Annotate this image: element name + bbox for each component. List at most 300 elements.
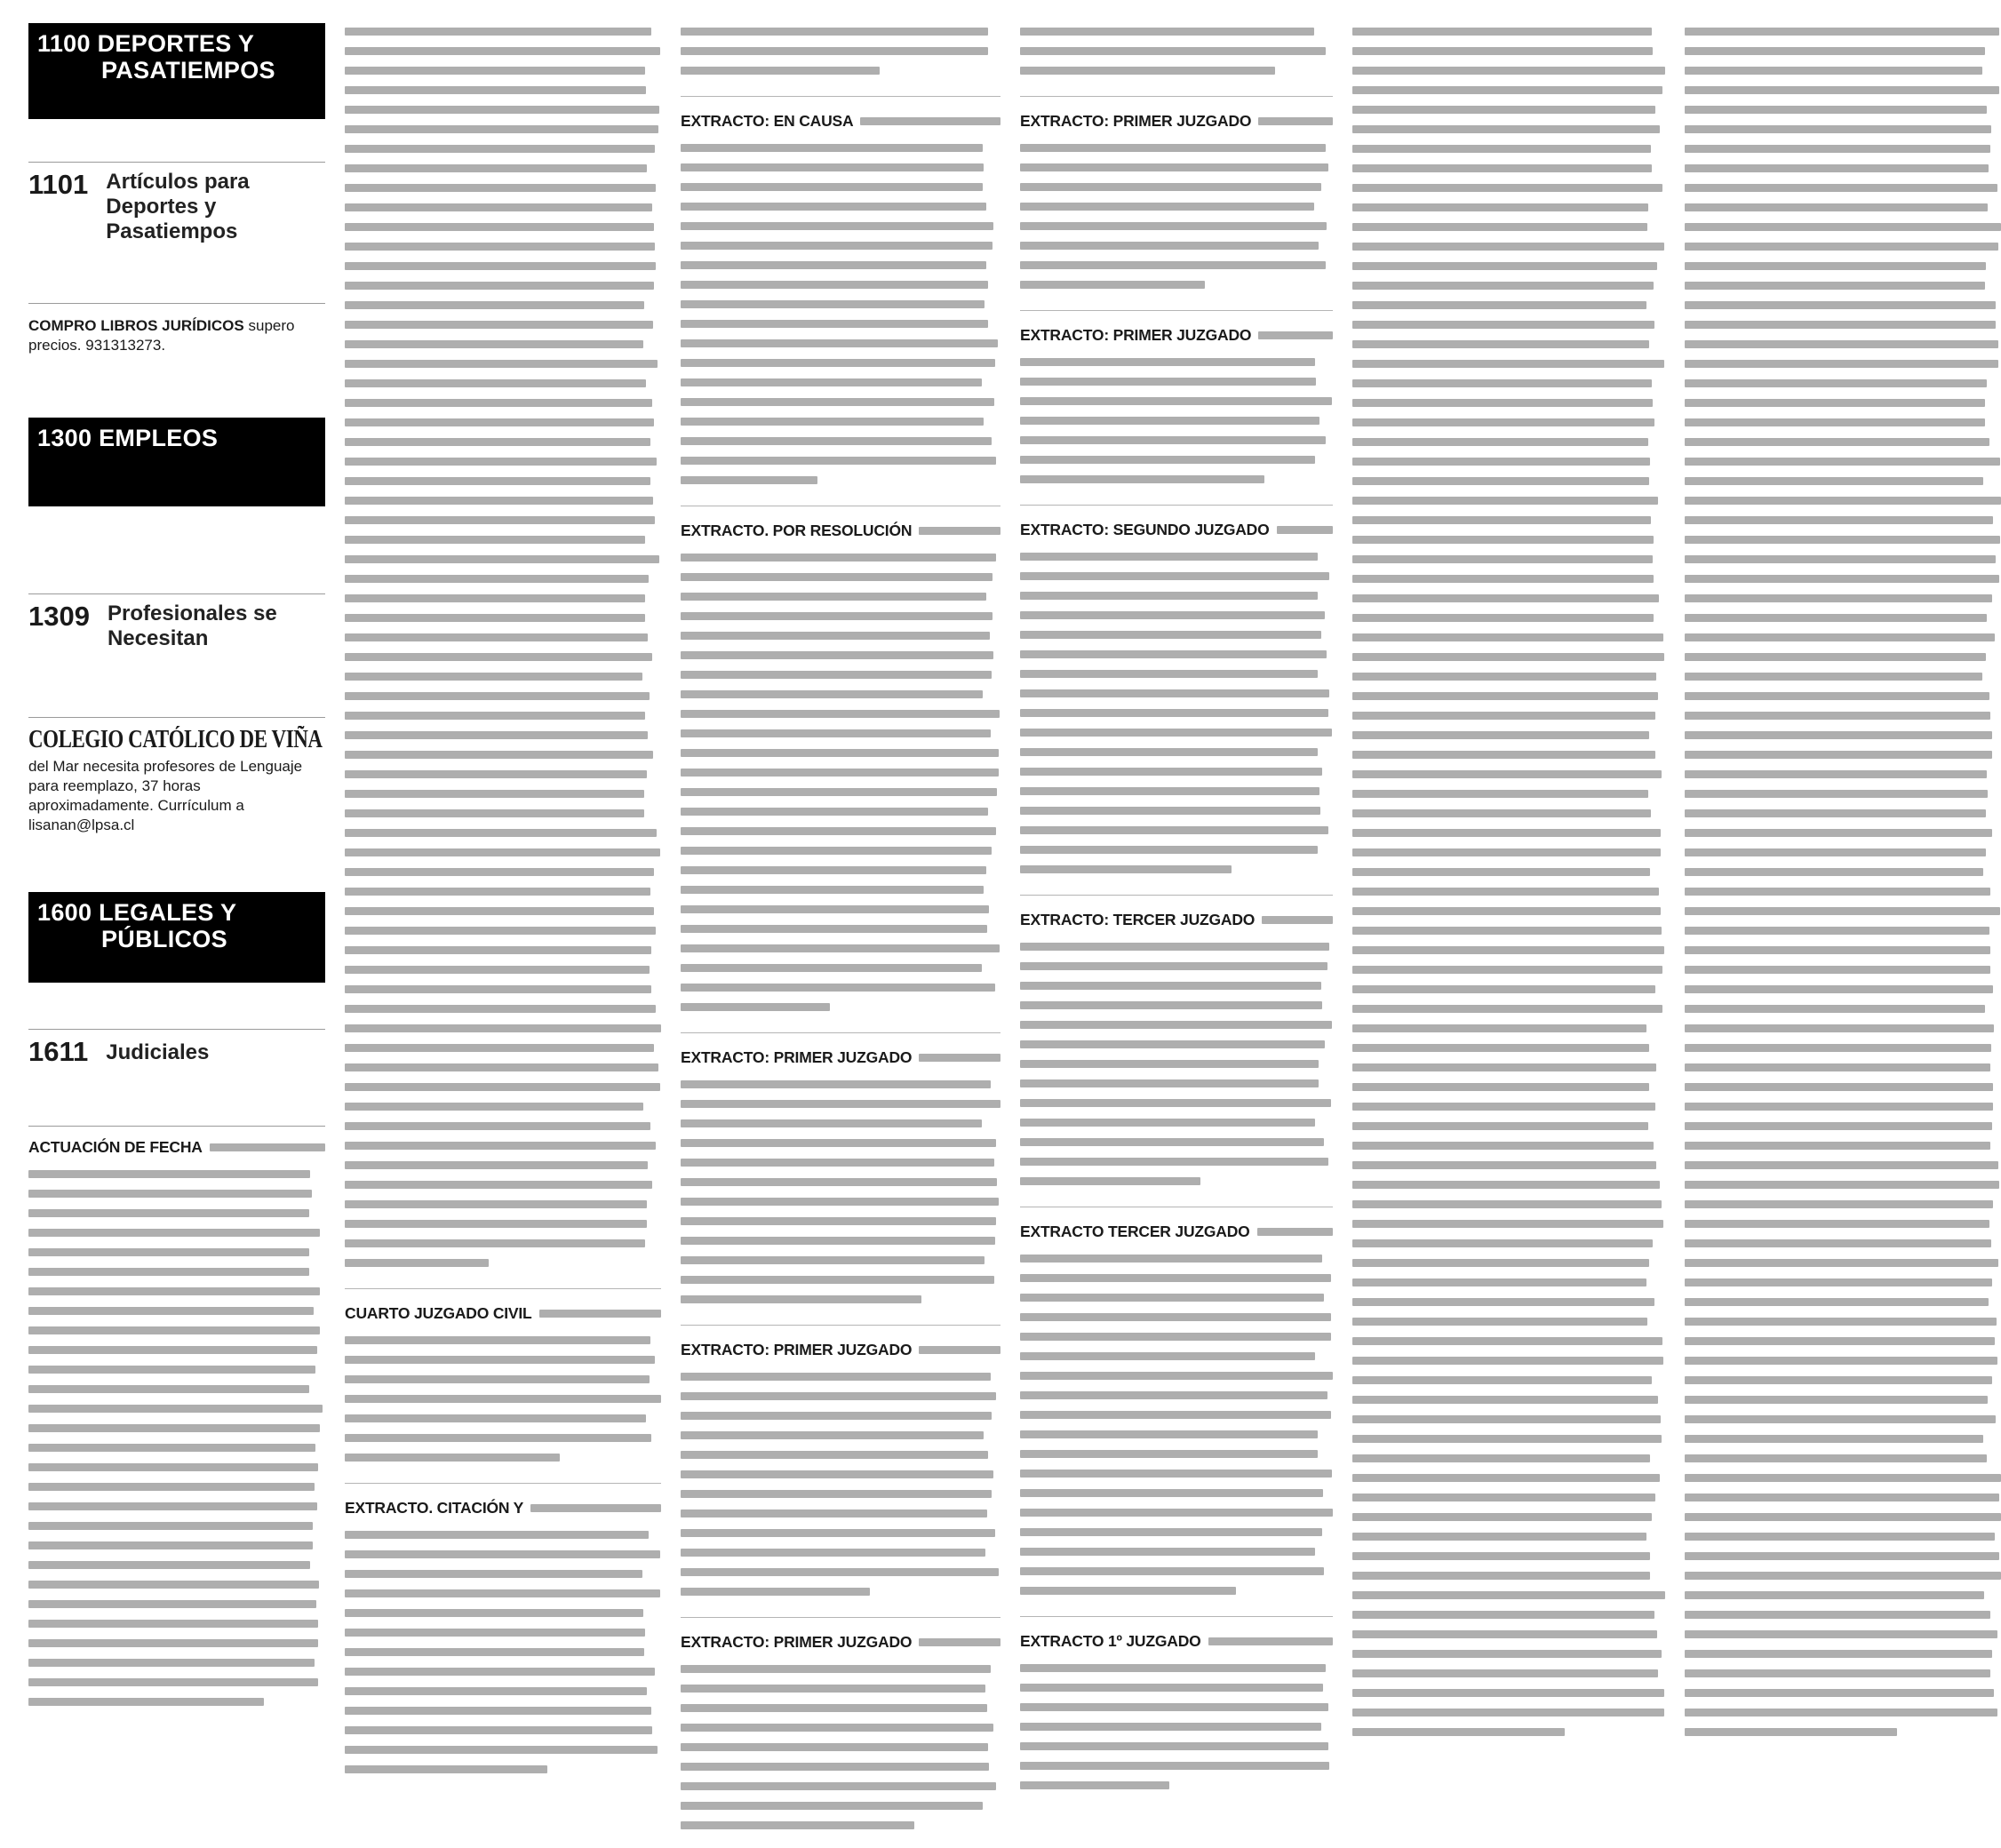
text-line [1685,1396,1988,1404]
text-line [681,866,986,874]
text-line [1020,1430,1318,1438]
text-line [681,1139,996,1147]
text-line [28,1248,309,1256]
text-line [345,379,646,387]
text-line [345,868,654,876]
text-line [345,1122,650,1130]
notice-body [681,547,1000,1016]
text-line [681,222,993,230]
notice-lead: EXTRACTO: PRIMER JUZGADO [681,1341,913,1358]
notice-first-line [681,521,1000,540]
notice-list [28,1126,325,1711]
text-line [345,829,657,837]
text-line [1685,1435,1983,1443]
text-line [1352,145,1651,153]
text-line [1685,575,1999,583]
text-line [345,790,644,798]
section-header-line2: PASATIEMPOS [101,57,275,84]
text-line [345,360,658,368]
text-line [1352,282,1654,290]
text-line [1352,1142,1654,1150]
text-line [1352,438,1648,446]
notice-body [1020,138,1333,294]
text-line [1020,1372,1333,1380]
text-line [1685,497,2001,505]
text-line [345,1375,650,1383]
text-line [345,1005,656,1013]
legal-notice [1020,325,1333,489]
text-line [345,653,652,661]
text-line [1020,67,1275,75]
text-line [345,1726,652,1734]
text-line [28,1581,319,1589]
text-line [681,827,996,835]
text-line [28,1209,309,1217]
text-line [1685,1728,1897,1736]
notice-divider [681,1617,1000,1618]
legal-notice [681,21,1000,80]
text-line [1020,787,1319,795]
text-line [681,476,817,484]
notice-divider [345,1288,661,1289]
text-line [681,1490,992,1498]
text-line [28,1659,315,1667]
text-line [1352,1005,1662,1013]
column-4 [1020,21,1333,1834]
text-line [919,1346,1000,1354]
text-line [1685,1533,1995,1541]
text-line [1277,526,1333,534]
text-line [345,399,652,407]
notice-body [1020,352,1333,489]
text-line [1352,1357,1663,1365]
text-line [1685,555,1996,563]
text-line [1685,927,1989,935]
text-line [1685,1552,1999,1560]
text-line [681,847,992,855]
text-line [1352,1709,1664,1717]
text-line [345,438,650,446]
text-line [1685,848,1986,856]
text-line [1685,770,1987,778]
text-line [1352,1220,1663,1228]
notice-body [1020,546,1333,879]
text-line [1685,1181,1999,1189]
text-line [681,964,982,972]
text-line [1352,516,1651,524]
text-line [1352,1376,1652,1384]
text-line [1352,301,1646,309]
notice-lead: EXTRACTO: PRIMER JUZGADO [1020,326,1252,344]
text-line [345,809,644,817]
text-line [681,457,996,465]
text-line [1352,477,1649,485]
text-line [1685,1122,1992,1130]
text-line [345,1531,649,1539]
text-line [345,477,650,485]
text-line [1352,1494,1655,1502]
notice-body [345,1330,661,1467]
text-line [1352,927,1662,935]
legal-notice [28,1137,325,1711]
text-line [681,710,1000,718]
text-line [345,203,652,211]
text-line [345,282,654,290]
notice-list [1685,21,2001,1741]
text-line [1685,1318,1997,1326]
text-line [345,223,654,231]
text-line [345,145,655,153]
notice-lead: EXTRACTO. POR RESOLUCIÓN [681,522,913,539]
text-line [345,106,659,114]
text-line [345,418,654,426]
notice-body [1020,21,1333,80]
legal-notice [1352,21,1665,1741]
text-line [681,261,986,269]
text-line [1020,1762,1329,1770]
text-line [1020,1352,1315,1360]
text-line [28,1229,320,1237]
text-line [681,281,988,289]
column-1 [28,21,325,1834]
text-line [1685,907,2000,915]
text-line [681,1685,985,1693]
text-line [1685,1650,1992,1658]
text-line [1352,360,1664,368]
text-line [1020,163,1328,171]
text-line [530,1504,661,1512]
text-line [1020,1119,1315,1127]
text-line [681,769,999,777]
section-header-title: 1300 EMPLEOS [37,425,219,451]
classified-ad-compro [28,303,325,355]
text-line [1685,321,1996,329]
text-line [28,1463,318,1471]
legal-notice [1020,1631,1333,1795]
text-line [1685,1494,1999,1502]
text-line [919,1054,1000,1062]
text-line [1020,846,1318,854]
text-line [1685,1572,2001,1580]
notice-first-line [1020,1222,1333,1241]
text-line [345,1356,655,1364]
text-line [1352,1122,1648,1130]
text-line [1352,1454,1650,1462]
text-line [1685,536,2000,544]
text-line [1020,553,1318,561]
notice-list [345,21,661,1779]
text-line [1685,653,1986,661]
text-line [28,1620,318,1628]
ad-lead: COMPRO LIBROS JURÍDICOS [28,317,244,334]
text-line [345,946,651,954]
notice-divider [681,1325,1000,1326]
text-line [345,262,656,270]
text-line [681,1588,870,1596]
text-line [681,1392,996,1400]
text-line [345,86,646,94]
text-line [1020,261,1326,269]
text-line [1020,281,1205,289]
text-line [1685,1103,1993,1111]
text-line [1352,1278,1646,1286]
text-line [345,1648,644,1656]
text-line [28,1326,320,1334]
text-line [1352,321,1654,329]
subsection-title: Profesionales se Necesitan [107,601,277,650]
text-line [1685,340,1998,348]
legal-notice [345,21,661,1272]
text-line [1020,650,1327,658]
text-line [1685,692,1989,700]
text-line [1020,456,1315,464]
text-line [681,1549,985,1557]
text-line [1352,399,1653,407]
text-line [1352,790,1648,798]
text-line [1352,458,1650,466]
notice-lead: EXTRACTO: PRIMER JUZGADO [681,1048,913,1066]
text-line [1020,1040,1325,1048]
subsection-title: Judiciales [106,1040,210,1064]
text-line [1352,106,1655,114]
text-line [681,1743,988,1751]
text-line [1685,1220,1989,1228]
text-line [1020,1079,1319,1087]
text-line [1685,67,1982,75]
text-line [1685,1689,1994,1697]
text-line [345,692,650,700]
text-line [28,1502,317,1510]
notice-first-line [28,1137,325,1157]
text-line [1685,1337,1995,1345]
text-line [345,164,647,172]
text-line [345,1395,661,1403]
text-line [681,573,993,581]
text-line [345,1414,646,1422]
text-line [345,497,653,505]
text-line [1685,184,1997,192]
text-line [28,1678,318,1686]
text-line [1685,223,2001,231]
text-line [919,1638,1000,1646]
text-line [1352,1396,1658,1404]
text-line [28,1639,318,1647]
text-line [1352,712,1655,720]
text-line [1352,594,1659,602]
text-line [345,516,655,524]
text-line [1020,1470,1332,1478]
text-line [345,1161,648,1169]
text-line [345,125,658,133]
text-line [1685,516,1993,524]
notice-body [681,138,1000,490]
notice-body [345,1525,661,1779]
text-line [1020,397,1332,405]
notice-lead: EXTRACTO. CITACIÓN Y [345,1499,524,1517]
notice-body [1685,21,2001,1741]
text-line [345,340,643,348]
text-line [681,1100,1000,1108]
notice-body [681,1074,1000,1309]
text-line [1352,1024,1646,1032]
subsection-articulos [28,162,325,244]
text-line [681,28,988,36]
text-line [1020,1138,1324,1146]
text-line [345,1259,489,1267]
text-line [28,1600,316,1608]
text-line [1685,1200,1993,1208]
notice-body [681,21,1000,80]
text-line [28,1424,320,1432]
text-line [1020,826,1328,834]
text-line [1020,1509,1333,1517]
legal-notice [1020,1222,1333,1600]
text-line [1352,164,1652,172]
notice-first-line [681,111,1000,131]
text-line [1257,1228,1333,1236]
text-line [1020,572,1329,580]
text-line [681,554,996,562]
text-line [345,770,647,778]
text-line [681,788,997,796]
text-line [1352,28,1652,36]
text-line [1685,985,1993,993]
text-line [681,632,990,640]
text-line [1685,262,1986,270]
text-line [681,651,993,659]
text-line [345,614,645,622]
text-line [681,749,999,757]
text-line [345,1044,654,1052]
text-line [1020,144,1326,152]
notice-divider [1020,1616,1333,1617]
text-line [1685,106,1987,114]
text-line [1352,497,1658,505]
text-line [681,1373,991,1381]
text-line [1352,1103,1655,1111]
text-line [1685,28,1999,36]
text-line [28,1190,312,1198]
legal-notice [1020,910,1333,1191]
text-line [681,1412,992,1420]
text-line [1258,331,1333,339]
text-line [1685,731,1992,739]
text-line [681,1802,983,1810]
text-line [681,1198,999,1206]
subsection-title: Artículos para Deportes y Pasatiempos [106,170,250,243]
text-line [681,1256,985,1264]
text-line [28,1698,264,1706]
text-line [1685,1415,1996,1423]
text-line [345,321,653,329]
text-line [1685,1591,1984,1599]
subsection-number: 1309 [28,601,90,632]
text-line [1258,117,1333,125]
text-line [681,1217,996,1225]
text-line [681,183,983,191]
text-line [681,320,988,328]
text-line [1685,418,1985,426]
notice-divider [345,1483,661,1484]
legal-notice [681,1632,1000,1834]
text-line [1352,1337,1662,1345]
text-line [681,300,985,308]
text-line [1685,1044,1991,1052]
notice-list [1352,21,1665,1741]
notice-list [1020,21,1333,1795]
legal-notice [681,521,1000,1016]
text-line [345,1550,660,1558]
text-line [1352,262,1657,270]
text-line [1020,378,1316,386]
text-line [1352,888,1659,896]
text-line [1352,184,1662,192]
text-line [681,1821,914,1829]
text-line [1020,943,1329,951]
text-line [1352,692,1658,700]
legal-notice [681,1340,1000,1601]
text-line [1352,751,1655,759]
text-line [345,1181,652,1189]
text-line [1685,125,1991,133]
text-line [1685,47,1985,55]
text-line [28,1366,315,1374]
text-line [1020,1294,1324,1302]
text-line [1352,1415,1661,1423]
text-line [1020,865,1232,873]
text-line [345,67,645,75]
notice-lead: EXTRACTO TERCER JUZGADO [1020,1223,1250,1240]
text-line [860,117,1000,125]
text-line [1020,436,1326,444]
text-line [1685,145,1990,153]
text-line [1020,358,1315,366]
column-6 [1685,21,2001,1834]
text-line [1352,673,1656,681]
text-line [1020,1664,1326,1672]
text-line [345,966,650,974]
text-line [1685,888,1990,896]
text-line [1685,1669,1990,1677]
text-line [1020,689,1329,697]
text-line [28,1170,310,1178]
text-line [1685,868,1983,876]
text-line [1020,1742,1328,1750]
text-line [1685,751,1992,759]
text-line [345,1687,647,1695]
notice-body [345,21,661,1272]
text-line [681,1003,830,1011]
notice-first-line [345,1498,661,1517]
notice-first-line [1020,111,1333,131]
text-line [1020,768,1322,776]
text-line [1020,982,1321,990]
text-line [1685,438,1989,446]
text-line [345,1629,645,1637]
text-line [1352,340,1649,348]
text-line [681,612,993,620]
text-line [1352,1259,1649,1267]
text-line [1352,379,1652,387]
text-line [345,1083,660,1091]
legal-notice [345,1498,661,1779]
text-line [1685,1709,1997,1717]
text-line [345,1063,658,1071]
text-line [681,671,992,679]
text-line [1685,966,1990,974]
notice-first-line [681,1340,1000,1359]
text-line [1020,611,1325,619]
